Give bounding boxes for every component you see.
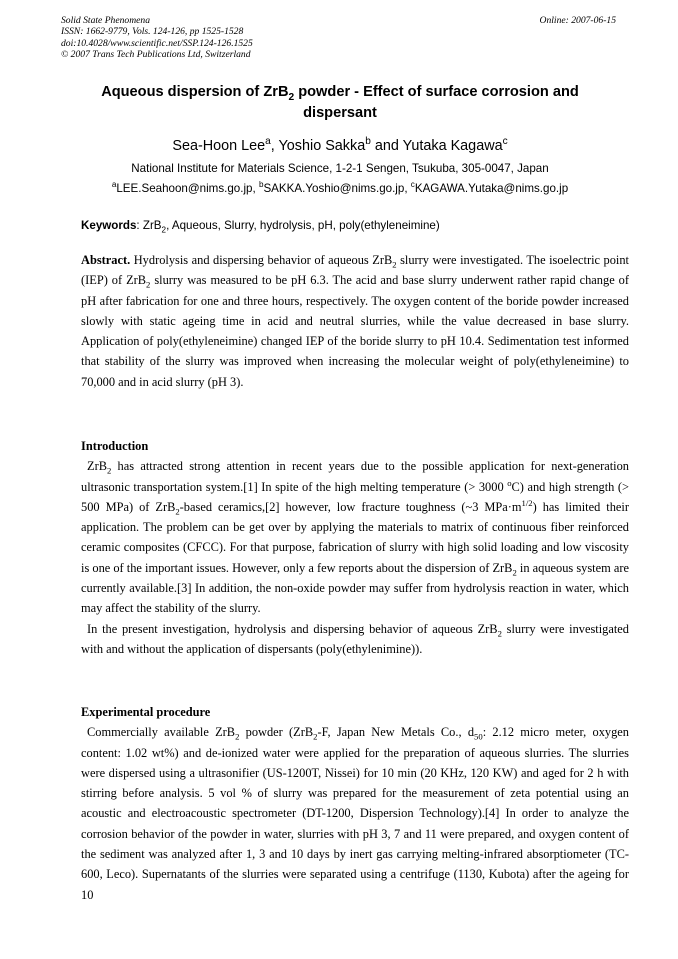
doi-line: doi:10.4028/www.scientific.net/SSP.124-126.1525 (61, 37, 253, 49)
keywords-label: Keywords (81, 219, 137, 232)
abstract-label: Abstract. (81, 253, 131, 267)
journal-name: Solid State Phenomena (61, 15, 150, 26)
introduction-heading: Introduction (81, 439, 149, 453)
abstract-section (81, 250, 629, 392)
affiliation: National Institute for Materials Science, 1-2-1 Sengen, Tsukuba, 305-0047, Japan (131, 162, 549, 175)
keywords: Keywords: ZrB$_2$, Aqueous, Slurry, hydrolysis, pH, poly(ethyleneimine) (81, 219, 440, 235)
introduction-section (81, 436, 629, 659)
author-kagawa: Yutaka Kagawa (402, 138, 503, 154)
copyright-line: © 2007 Trans Tech Publications Ltd, Switzerland (61, 49, 251, 61)
intro-paragraph-2: In the present investigation, hydrolysis and dispersing behavior of aqueous ZrB$_2$ slurry were investigated with and without the application of dispersants (poly(ethylenimine)). (81, 621, 629, 656)
author-sakka: Yoshio Sakka (278, 138, 366, 154)
intro-paragraph-1: ZrB$_2$ has attracted strong attention in recent years due to the possible application for next-generation ultrasonic transportation system.[1] In spite of the high melting temperature (> 3000 $^o$C) and high strength (> 500 MPa) of ZrB$_2$-based ceramics,[2] however, low fracture toughness (~3 $MPa\cdot m^{1/2}$) has limited their application. The problem can be get over by applying the materials to matrix of continuous fiber reinforced ceramic composites (CFCC). For that purpose, fabrication of slurry with high solid loading and low viscosity is one of the important issues. However, only a few reports about the dispersion of ZrB$_2$ in aqueous system are currently available.[3] In addition, the non-oxide powder may suffer from hydrolysis reaction in water, which may affect the stability of the slurry. (81, 459, 629, 616)
experimental-paragraph-1: Commercially available ZrB$_2$ powder (ZrB$_2$-F, Japan New Metals Co., $d_{50}$: 2.12 micro meter, oxygen content: 1.02 wt%) and de-ionized water were applied for the preparation of aqueous slurries. The slurries were dispersed using a ultrasonifier (US-1200T, Nissei) for 10 min (20 KHz, 120 KW) and aged for 2 h with stirring before analysis. 5 vol % of slurry was prepared for the measurement of zeta potential using an acoustic and electroacoustic spectrometer (DT-1200, Dispersion Technology).[4] In order to analyze the corrosion behavior of the powder in water, slurries with pH 3, 7 and 11 were prepared, and oxygen content of the sediment was analyzed after 1, 3 and 10 days by inert gas carrying melting-infrared absorptiometer (TC-600, Leco). Supernatants of the slurries were separated using a centrifuge (1130, Kubota) after the ageing for 10 (81, 725, 629, 902)
abstract-text: Abstract. Hydrolysis and dispersing behavior of aqueous ZrB$_2$ slurry were investigated. The isoelectric point (IEP) of ZrB$_2$ slurry was measured to be pH 6.3. The acid and base slurry underwent rather rapid change of pH after fabrication for one and three hours, respectively. The oxygen content of the boride powder increased slowly with static ageing time in acid and neutral slurries, while the value decreased in base slurry. Application of poly(ethyleneimine) changed IEP of the boride slurry to pH 10.4. Sedimentation test informed that stability of the slurry was improved when increasing the molecular weight of poly(ethyleneimine) to 70,000 and in acid slurry (pH 3). (81, 253, 629, 389)
issn-line: ISSN: 1662-9779, Vols. 124-126, pp 1525-1528 (61, 26, 244, 38)
experimental-heading: Experimental procedure (81, 705, 211, 719)
experimental-section (81, 702, 629, 905)
author-emails: $^a$LEE.Seahoon@nims.go.jp, $^b$SAKKA.Yoshio@nims.go.jp, $^c$KAGAWA.Yutaka@nims.go.jp (111, 180, 569, 195)
author-lee: Sea-Hoon Lee (172, 138, 266, 154)
author-list: Sea-Hoon Lee$^a$, Yoshio Sakka$^b$ and Yutaka Kagawa$^c$ (172, 136, 508, 154)
journal-header (61, 15, 253, 61)
paper-title: Aqueous dispersion of ZrB$_2$ powder - Effect of surface corrosion and dispersant (101, 84, 579, 121)
online-date: Online: 2007-06-15 (539, 15, 616, 26)
